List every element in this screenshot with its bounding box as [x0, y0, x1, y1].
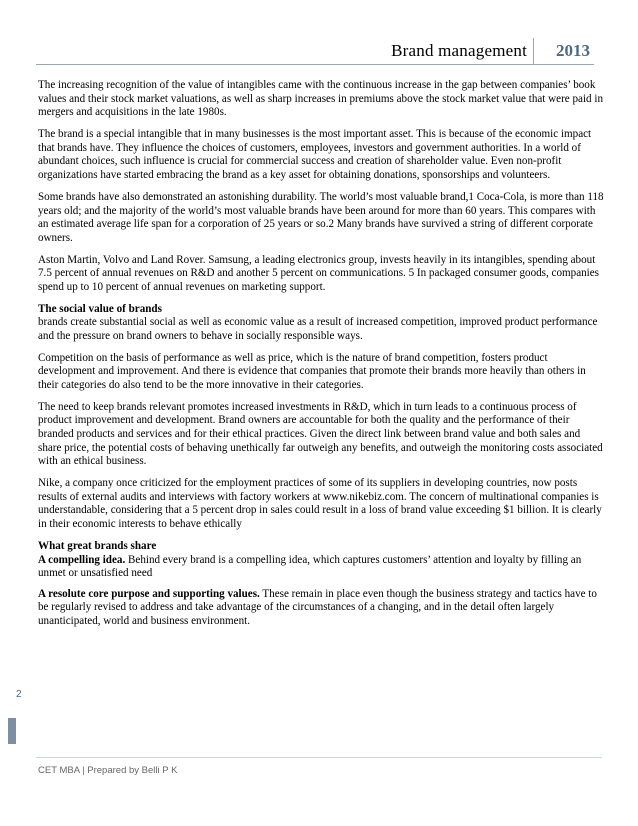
paragraph-nike: Nike, a company once criticized for the employment practices of some of its suppliers in developing countries, now posts results of external audits and interviews with factory workers at www.nikebiz.com. The concern of multinational companies is understandable, considering that a 5 percent drop in sales could result in a loss of brand value exceeding $1 billion. It is clearly in their economic interests to behave ethically	[38, 477, 602, 530]
page-body	[38, 79, 604, 637]
text-compelling-idea: Behind every brand is a compelling idea, which captures customers’ attention and loyalty by filling an unmet or unsatisfied need	[38, 553, 582, 580]
heading-great-brands: What great brands share	[38, 539, 157, 552]
page-footer: CET MBA | Prepared by Belli P K	[38, 765, 178, 776]
label-core-purpose: A resolute core purpose and supporting values.	[38, 587, 260, 600]
header-divider	[533, 38, 534, 64]
side-tab-marker	[8, 718, 16, 744]
paragraph-investments: Aston Martin, Volvo and Land Rover. Samsung, a leading electronics group, invests heavily in its intangibles, spending about 7.5 percent of annual revenues on R&D and another 5 percent on communications. 5 In packaged consumer goods, companies spend up to 10 percent of annual revenues on marketing support.	[38, 253, 599, 293]
header-year: 2013	[556, 41, 590, 60]
heading-social-value: The social value of brands	[38, 302, 162, 315]
section-great-brands	[38, 540, 604, 581]
header-title: Brand management	[391, 41, 527, 60]
paragraph-intangibles: The increasing recognition of the value of intangibles came with the continuous increase in the gap between companies’ book values and their stock market valuations, as well as sharp increases in premiums above the stock market value that were paid in mergers and acquisitions in the late 1980s.	[38, 79, 603, 119]
paragraph-special-intangible: The brand is a special intangible that in many businesses is the most important asset. This is because of the economic impact that brands have. They influence the choices of customers, employees, investors and government authorities. In a world of abundant choices, such influence is crucial for commercial success and creation of shareholder value. Even non-profit organizations have started embracing the brand as a key asset for obtaining donations, sponsorships and volunteers.	[38, 128, 592, 181]
text-core-purpose: These remain in place even though the business strategy and tactics have to be regularly revised to address and take advantage of the circumstances of a changing, and in the detail often largely unanticipated, world and business environment.	[38, 587, 597, 627]
page-number: 2	[16, 689, 22, 700]
paragraph-competition: Competition on the basis of performance as well as price, which is the nature of brand competition, fosters product development and improvement. And there is evidence that companies that promote their brands more heavily than others in their categories do also tend to be the more innovative in their categories.	[38, 351, 586, 391]
page-header	[36, 38, 594, 65]
paragraph-durability: Some brands have also demonstrated an astonishing durability. The world’s most valuable brand,1 Coca-Cola, is more than 118 years old; and the majority of the world’s most valuable brands have been around for more than 60 years. This compares with an estimated average life span for a corporation of 25 years or so.2 Many brands have survived a string of different corporate owners.	[38, 190, 604, 244]
paragraph-core-purpose	[38, 588, 604, 629]
footer-rule	[36, 757, 602, 758]
section-social-value	[38, 303, 604, 344]
label-compelling-idea: A compelling idea.	[38, 553, 126, 566]
paragraph-relevance: The need to keep brands relevant promotes increased investments in R&D, which in turn leads to a continuous process of product improvement and development. Brand owners are accountable for both the quality and the performance of their branded products and services and for their ethical practices. Given the direct link between brand value and both sales and share price, the potential costs of behaving unethically far outweigh any benefits, and outweigh the monitoring costs associated with an ethical business.	[38, 400, 603, 468]
paragraph-social-value: brands create substantial social as well as economic value as a result of increased competition, improved product performance and the pressure on brand owners to behave in socially responsible ways.	[38, 316, 598, 343]
